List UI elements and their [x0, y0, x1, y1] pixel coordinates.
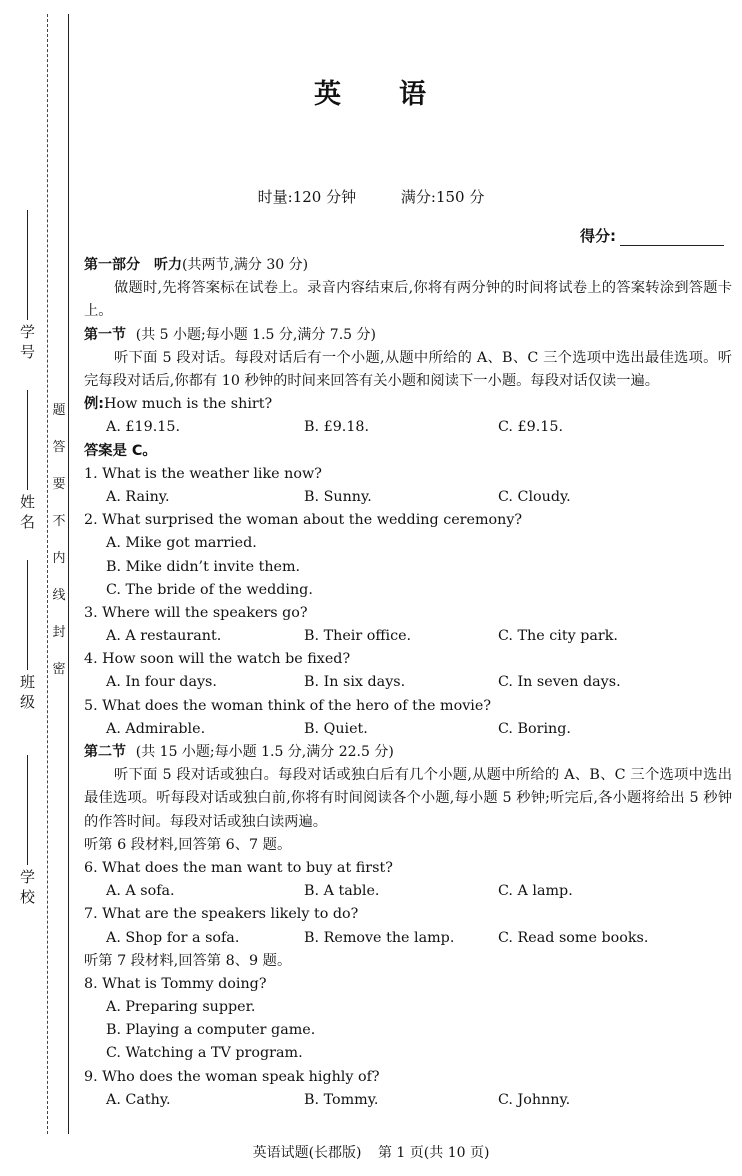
option: C. Watching a TV program.	[106, 1045, 303, 1062]
option: A. Rainy.	[106, 488, 170, 505]
seal-char: 封	[52, 625, 66, 640]
option: A. In four days.	[106, 674, 217, 691]
example-question-text: How much is the shirt?	[104, 396, 273, 413]
question: 8. What is Tommy doing?	[84, 975, 267, 992]
option: B. Quiet.	[304, 720, 368, 737]
option: B. Sunny.	[304, 488, 372, 505]
option: A. Admirable.	[106, 720, 206, 737]
seal-dashed-line	[47, 14, 48, 1134]
section1-heading-note: (共 5 小题;每小题 1.5 分,满分 7.5 分)	[135, 326, 376, 343]
seal-char: 内	[52, 551, 66, 566]
option: B. Remove the lamp.	[304, 929, 455, 946]
section2-intro: 听下面 5 段对话或独白。每段对话或独白后有几个小题,从题中所给的 A、B、C 三个选项中选出最佳选项。听每段对话或独白前,你将有时间阅读各个小题,每小题 5 秒钟;听完后,各小题将给出 5 秒钟的作答时间。每段对话或独白读两遍。	[84, 767, 732, 830]
example-question	[84, 393, 732, 416]
part1-heading-note: (共两节,满分 30 分)	[182, 257, 309, 273]
section1-heading	[84, 324, 732, 347]
section1-intro: 听下面 5 段对话。每段对话后有一个小题,从题中所给的 A、B、C 三个选项中选出最佳选项。听完每段对话后,你都有 10 秒钟的时间来回答有关小题和阅读下一小题。每段对话仅读一遍。	[84, 349, 732, 389]
material-instruction: 听第 6 段材料,回答第 6、7 题。	[84, 836, 292, 853]
option: C. In seven days.	[498, 674, 621, 691]
seal-char: 要	[52, 477, 66, 492]
question: 1. What is the weather like now?	[84, 465, 322, 482]
part1-intro: 做题时,先将答案标在试卷上。录音内容结束后,你将有两分钟的时间将试卷上的答案转涂到答题卡上。	[84, 280, 732, 320]
example-answer: 答案是 C。	[84, 442, 157, 459]
section2-heading	[84, 741, 732, 764]
section2-heading-text: 第二节	[84, 744, 126, 760]
option: A. Cathy.	[106, 1091, 171, 1108]
question-options	[84, 1089, 732, 1112]
option: A. Preparing supper.	[106, 999, 256, 1016]
option: C. The city park.	[498, 628, 618, 645]
example-label: 例:	[84, 396, 105, 413]
seal-char: 题	[52, 403, 66, 418]
example-options	[84, 416, 732, 439]
seal-char: 答	[52, 440, 66, 455]
option: C. Cloudy.	[498, 488, 571, 505]
option: A. Mike got married.	[106, 535, 257, 552]
option: C. Boring.	[498, 720, 571, 737]
question-options	[84, 927, 732, 950]
option: B. Their office.	[304, 628, 412, 645]
name-label: 姓 名	[18, 494, 36, 529]
option: A. A sofa.	[106, 883, 175, 900]
student-id-field[interactable]	[14, 210, 40, 363]
question-options	[84, 625, 732, 648]
option: B. A table.	[304, 883, 380, 900]
exam-content	[84, 254, 732, 1112]
material-instruction: 听第 7 段材料,回答第 8、9 题。	[84, 952, 292, 969]
option: C. Read some books.	[498, 929, 649, 946]
part1-heading-text: 第一部分 听力	[84, 257, 182, 273]
seal-char: 线	[52, 588, 66, 603]
footer-page-number: 第 1 页(共 10 页)	[377, 1145, 490, 1161]
footer-exam-name: 英语试题(长郡版)	[252, 1145, 362, 1161]
question: 5. What does the woman think of the hero of the movie?	[84, 697, 491, 714]
question: 2. What surprised the woman about the wedding ceremony?	[84, 512, 523, 529]
score-label: 得分:	[580, 227, 616, 245]
seal-warning	[50, 392, 68, 688]
score-blank[interactable]	[620, 229, 724, 246]
exam-meta	[0, 186, 742, 207]
seal-char: 不	[52, 514, 66, 529]
option: C. £9.15.	[498, 419, 563, 436]
margin-solid-line	[68, 14, 69, 1134]
question: 6. What does the man want to buy at first?	[84, 859, 393, 876]
score-box[interactable]	[580, 225, 724, 246]
school-field[interactable]	[14, 755, 40, 908]
part1-heading	[84, 254, 732, 277]
question-options	[84, 486, 732, 509]
class-field[interactable]	[14, 560, 40, 713]
school-label: 学 校	[18, 869, 36, 904]
exam-time: 时量:120 分钟	[257, 188, 357, 206]
option: B. Mike didn’t invite them.	[106, 558, 301, 575]
title-char: 英	[314, 79, 343, 110]
name-field[interactable]	[14, 390, 40, 533]
section1-heading-text: 第一节	[84, 326, 126, 343]
option: B. In six days.	[304, 674, 406, 691]
question-options	[84, 671, 732, 694]
question: 3. Where will the speakers go?	[84, 604, 308, 621]
option: B. £9.18.	[304, 419, 370, 436]
option: C. The bride of the wedding.	[106, 581, 313, 598]
question: 4. How soon will the watch be fixed?	[84, 651, 351, 668]
student-id-label: 学 号	[18, 324, 36, 359]
section2-heading-note: (共 15 小题;每小题 1.5 分,满分 22.5 分)	[135, 744, 394, 760]
question: 9. Who does the woman speak highly of?	[84, 1068, 380, 1085]
option: A. A restaurant.	[106, 628, 222, 645]
option: B. Playing a computer game.	[106, 1022, 316, 1039]
exam-full-score: 满分:150 分	[400, 188, 485, 206]
seal-char: 密	[52, 662, 66, 677]
option: A. Shop for a sofa.	[106, 929, 240, 946]
title-char: 语	[399, 79, 428, 110]
page-footer	[0, 1142, 742, 1162]
question: 7. What are the speakers likely to do?	[84, 906, 359, 923]
option: C. Johnny.	[498, 1091, 571, 1108]
binding-gutter	[0, 0, 82, 1176]
option: C. A lamp.	[498, 883, 573, 900]
question-options	[84, 718, 732, 741]
option: A. £19.15.	[106, 419, 180, 436]
option: B. Tommy.	[304, 1091, 379, 1108]
class-label: 班 级	[18, 674, 36, 709]
page-title	[0, 72, 742, 111]
question-options	[84, 880, 732, 903]
